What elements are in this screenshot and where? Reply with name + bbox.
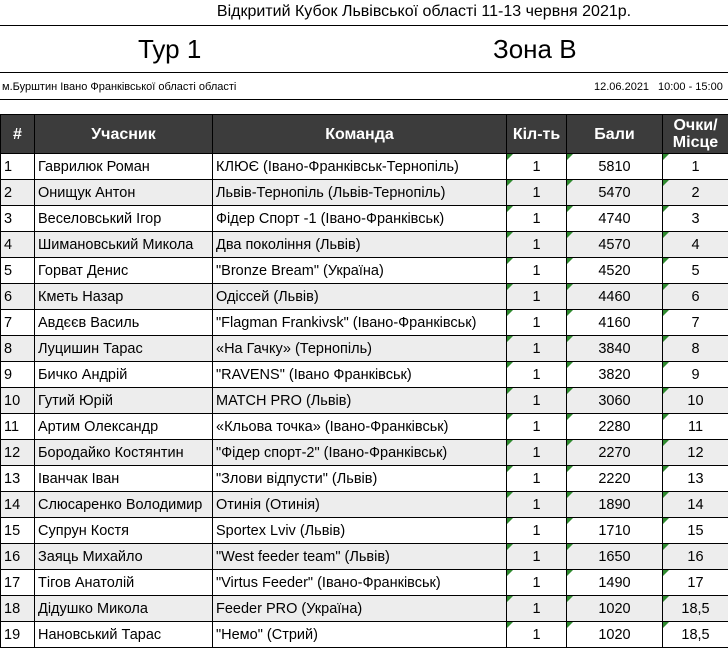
table-row [1, 154, 728, 180]
table-row [1, 596, 728, 622]
cell-team: "RAVENS" (Івано Франківськ) [213, 362, 507, 388]
cell-participant: Нановський Тарас [35, 622, 213, 648]
table-row [1, 362, 728, 388]
cell-points: 3840 [567, 336, 663, 362]
venue-info-row [0, 73, 728, 100]
cell-points: 5810 [567, 154, 663, 180]
column-header-points: Бали [567, 115, 663, 154]
table-header-row [1, 115, 728, 154]
zone-label: Зона В [493, 34, 577, 65]
cell-points: 2280 [567, 414, 663, 440]
round-label: Тур 1 [138, 34, 201, 65]
cell-place: 11 [663, 414, 728, 440]
table-row [1, 492, 728, 518]
cell-count: 1 [507, 414, 567, 440]
cell-participant: Супрун Костя [35, 518, 213, 544]
cell-number: 7 [1, 310, 35, 336]
cell-place: 8 [663, 336, 728, 362]
cell-team: «Кльова точка» (Івано-Франківськ) [213, 414, 507, 440]
cell-points: 4520 [567, 258, 663, 284]
table-row [1, 388, 728, 414]
cell-number: 18 [1, 596, 35, 622]
table-row [1, 310, 728, 336]
cell-number: 11 [1, 414, 35, 440]
table-row [1, 284, 728, 310]
cell-points: 4740 [567, 206, 663, 232]
venue-location: м.Бурштин Івано Франківської області області [2, 73, 236, 101]
table-row [1, 570, 728, 596]
cell-participant: Артим Олександр [35, 414, 213, 440]
table-row [1, 414, 728, 440]
cell-points: 1020 [567, 596, 663, 622]
cell-count: 1 [507, 440, 567, 466]
cell-points: 2220 [567, 466, 663, 492]
cell-participant: Тігов Анатолій [35, 570, 213, 596]
cell-number: 10 [1, 388, 35, 414]
cell-participant: Гаврилюк Роман [35, 154, 213, 180]
cell-points: 3820 [567, 362, 663, 388]
cell-team: "Bronze Bream" (Україна) [213, 258, 507, 284]
cell-team: "West feeder team" (Львів) [213, 544, 507, 570]
cell-points: 4160 [567, 310, 663, 336]
cell-place: 18,5 [663, 622, 728, 648]
cell-count: 1 [507, 336, 567, 362]
cell-participant: Горват Денис [35, 258, 213, 284]
cell-count: 1 [507, 310, 567, 336]
table-row [1, 180, 728, 206]
cell-participant: Шимановський Микола [35, 232, 213, 258]
competition-title: Відкритий Кубок Львівської області 11-13 червня 2021р. [0, 0, 728, 26]
cell-place: 5 [663, 258, 728, 284]
cell-team: Львів-Тернопіль (Львів-Тернопіль) [213, 180, 507, 206]
results-table-body [1, 154, 728, 648]
cell-team: КЛЮЄ (Івано-Франківськ-Тернопіль) [213, 154, 507, 180]
cell-team: Два покоління (Львів) [213, 232, 507, 258]
cell-number: 6 [1, 284, 35, 310]
cell-place: 7 [663, 310, 728, 336]
cell-place: 16 [663, 544, 728, 570]
results-table [0, 114, 728, 648]
cell-points: 2270 [567, 440, 663, 466]
table-row [1, 518, 728, 544]
cell-team: Feeder PRO (Україна) [213, 596, 507, 622]
cell-count: 1 [507, 466, 567, 492]
table-row [1, 336, 728, 362]
cell-participant: Заяць Михайло [35, 544, 213, 570]
table-row [1, 466, 728, 492]
cell-place: 12 [663, 440, 728, 466]
cell-team: «На Гачку» (Тернопіль) [213, 336, 507, 362]
cell-points: 4570 [567, 232, 663, 258]
table-row [1, 544, 728, 570]
cell-place: 2 [663, 180, 728, 206]
column-header-participant: Учасник [35, 115, 213, 154]
cell-place: 3 [663, 206, 728, 232]
cell-participant: Кметь Назар [35, 284, 213, 310]
cell-count: 1 [507, 284, 567, 310]
cell-place: 9 [663, 362, 728, 388]
table-row [1, 622, 728, 648]
cell-number: 17 [1, 570, 35, 596]
cell-number: 5 [1, 258, 35, 284]
cell-count: 1 [507, 232, 567, 258]
event-date: 12.06.2021 [594, 73, 649, 101]
cell-count: 1 [507, 180, 567, 206]
table-row [1, 440, 728, 466]
cell-count: 1 [507, 154, 567, 180]
cell-place: 15 [663, 518, 728, 544]
cell-place: 6 [663, 284, 728, 310]
cell-place: 18,5 [663, 596, 728, 622]
cell-participant: Бичко Андрій [35, 362, 213, 388]
column-header-count: Кіл-ть [507, 115, 567, 154]
cell-points: 1020 [567, 622, 663, 648]
cell-count: 1 [507, 362, 567, 388]
cell-number: 3 [1, 206, 35, 232]
cell-number: 1 [1, 154, 35, 180]
cell-team: Одіссей (Львів) [213, 284, 507, 310]
cell-count: 1 [507, 544, 567, 570]
table-row [1, 206, 728, 232]
cell-number: 14 [1, 492, 35, 518]
cell-participant: Гутий Юрій [35, 388, 213, 414]
cell-points: 1490 [567, 570, 663, 596]
cell-points: 1650 [567, 544, 663, 570]
cell-count: 1 [507, 206, 567, 232]
cell-participant: Веселовський Ігор [35, 206, 213, 232]
column-header-place: Очки/ Місце [663, 115, 728, 154]
cell-number: 12 [1, 440, 35, 466]
cell-points: 4460 [567, 284, 663, 310]
table-row [1, 232, 728, 258]
cell-team: "Virtus Feeder" (Івано-Франківськ) [213, 570, 507, 596]
round-zone-row [0, 26, 728, 73]
cell-number: 13 [1, 466, 35, 492]
cell-place: 13 [663, 466, 728, 492]
cell-points: 5470 [567, 180, 663, 206]
column-header-number: # [1, 115, 35, 154]
cell-place: 14 [663, 492, 728, 518]
cell-number: 4 [1, 232, 35, 258]
cell-number: 16 [1, 544, 35, 570]
table-row [1, 258, 728, 284]
cell-number: 8 [1, 336, 35, 362]
cell-points: 3060 [567, 388, 663, 414]
cell-number: 9 [1, 362, 35, 388]
cell-place: 17 [663, 570, 728, 596]
cell-participant: Дідушко Микола [35, 596, 213, 622]
cell-team: "Немо" (Стрий) [213, 622, 507, 648]
cell-place: 1 [663, 154, 728, 180]
cell-count: 1 [507, 570, 567, 596]
cell-count: 1 [507, 492, 567, 518]
cell-team: Фідер Спорт -1 (Івано-Франківськ) [213, 206, 507, 232]
cell-participant: Онищук Антон [35, 180, 213, 206]
cell-team: Sportex Lviv (Львів) [213, 518, 507, 544]
cell-participant: Луцишин Тарас [35, 336, 213, 362]
cell-count: 1 [507, 518, 567, 544]
cell-count: 1 [507, 596, 567, 622]
cell-count: 1 [507, 622, 567, 648]
cell-place: 10 [663, 388, 728, 414]
cell-count: 1 [507, 388, 567, 414]
cell-place: 4 [663, 232, 728, 258]
event-time: 10:00 - 15:00 [658, 73, 723, 101]
column-header-team: Команда [213, 115, 507, 154]
cell-team: "Злови відпусти" (Львів) [213, 466, 507, 492]
cell-team: "Flagman Frankivsk" (Івано-Франківськ) [213, 310, 507, 336]
cell-number: 19 [1, 622, 35, 648]
cell-count: 1 [507, 258, 567, 284]
cell-points: 1890 [567, 492, 663, 518]
cell-team: "Фідер спорт-2" (Івано-Франківськ) [213, 440, 507, 466]
cell-number: 2 [1, 180, 35, 206]
spacer [0, 100, 728, 114]
cell-participant: Авдєєв Василь [35, 310, 213, 336]
cell-team: Отинія (Отинія) [213, 492, 507, 518]
cell-participant: Слюсаренко Володимир [35, 492, 213, 518]
cell-number: 15 [1, 518, 35, 544]
cell-points: 1710 [567, 518, 663, 544]
cell-team: MATCH PRO (Львів) [213, 388, 507, 414]
cell-participant: Бородайко Костянтин [35, 440, 213, 466]
cell-participant: Іванчак Іван [35, 466, 213, 492]
